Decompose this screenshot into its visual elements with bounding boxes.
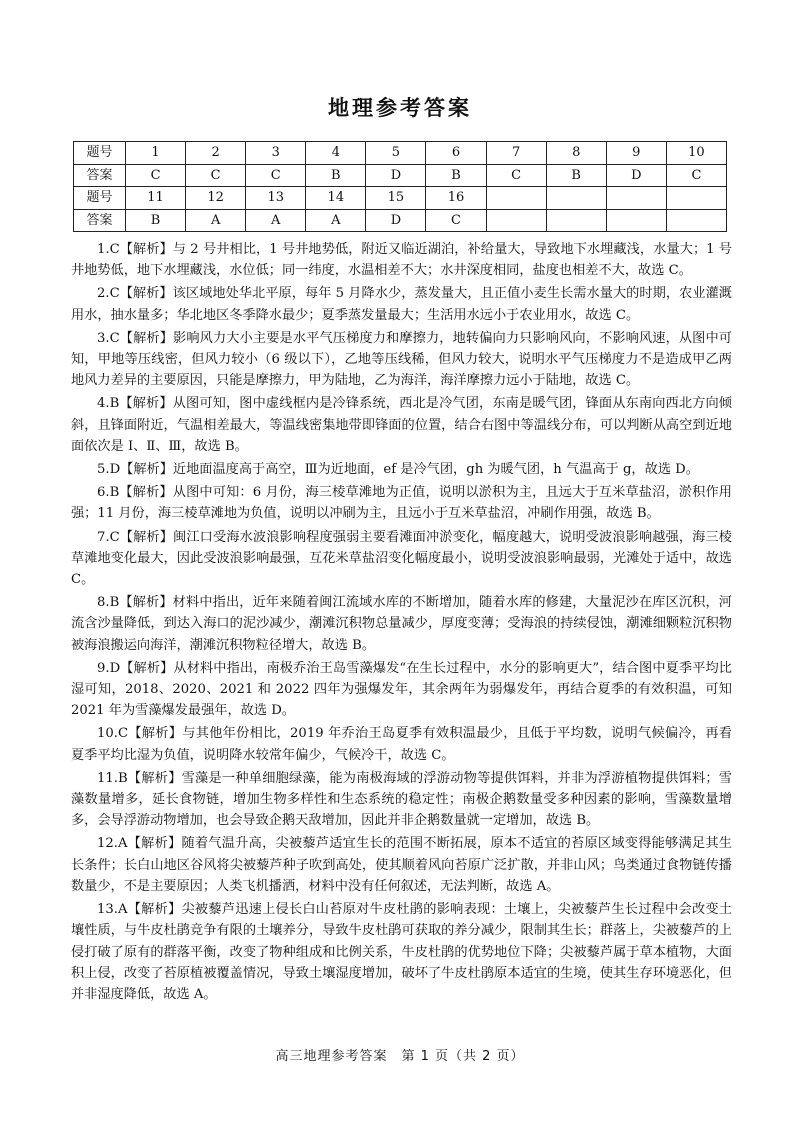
table-cell: 7 [486, 142, 546, 165]
explanation-8: 8.B【解析】材料中指出，近年来随着闽江流域水库的不断增加，随着水库的修建，大量泥沙在库区沉积，河流含沙量降低，到达入海口的泥沙减少，潮滩沉积物总量减少，厚度变薄；受海浪的持续侵蚀，潮滩细颗粒沉积物被海浪搬运向海洋，潮滩沉积物粒径增大，故选 B。 [71, 595, 732, 653]
table-cell: B [426, 164, 486, 187]
table-cell: 12 [186, 187, 246, 210]
explanation-12: 12.A【解析】随着气温升高，尖被藜芦适宜生长的范围不断拓展，原本不适宜的苔原区域变得能够满足其生长条件；长白山地区谷风将尖被藜芦种子吹到高处，使其顺着风向苔原广泛扩散，并非山风；鸟类通过食物链传播数量少，不是主要原因；人类飞机播洒，材料中没有任何叙述，无法判断，故选 A。 [71, 836, 732, 894]
explanation-1: 1.C【解析】与 2 号井相比，1 号井地势低，附近又临近湖泊，补给量大，导致地下水埋藏浅，水量大；1 号井地势低，地下水埋藏浅，水位低；同一纬度，水温相差不大；水井深度相同，盐度也相差不大，故选 C。 [71, 242, 732, 279]
table-cell: C [486, 164, 546, 187]
explanations [71, 239, 732, 1007]
table-cell [666, 209, 726, 232]
row-header: 答案 [74, 209, 126, 232]
table-cell: A [246, 209, 306, 232]
table-cell: D [366, 209, 426, 232]
table-cell: C [426, 209, 486, 232]
row-header: 题号 [74, 187, 126, 210]
explanation-7: 7.C【解析】闽江口受海水波浪影响程度强弱主要看滩面冲淤变化，幅度越大，说明受波浪影响越强，海三棱草滩地变化最大，因此受波浪影响最强，互花米草盐沼变化幅度最小，说明受波浪影响最弱，光滩处于适中，故选 C。 [71, 529, 732, 588]
table-cell: 13 [246, 187, 306, 210]
table-cell: 16 [426, 187, 486, 210]
explanation-3: 3.C【解析】影响风力大小主要是水平气压梯度力和摩擦力，地转偏向力只影响风向，不影响风速，从图中可知，甲地等压线密，但风力较小（6 级以下），乙地等压线稀，但风力较大，说明水平气压梯度力不是造成甲乙两地风力差异的主要原因，只能是摩擦力，甲为陆地，乙为海洋，海洋摩擦力远小于陆地，故选 C。 [71, 330, 732, 389]
table-cell: B [306, 164, 366, 187]
table-cell [546, 209, 606, 232]
table-cell: D [366, 164, 426, 187]
table-cell: 15 [366, 187, 426, 210]
answer-row-1 [74, 164, 727, 187]
table-cell: B [126, 209, 186, 232]
question-row-2 [74, 187, 727, 210]
page-footer: 高三地理参考答案 第 1 页（共 2 页） [275, 1049, 525, 1064]
explanation-2: 2.C【解析】该区域地处华北平原，每年 5 月降水少，蒸发量大，且正值小麦生长需水量大的时期，农业灌溉用水，抽水量多；华北地区冬季降水最少；夏季蒸发量最大；生活用水远小于农业用水，故选 C。 [71, 286, 732, 323]
table-cell: B [546, 164, 606, 187]
table-cell: C [186, 164, 246, 187]
table-cell: 6 [426, 142, 486, 165]
table-cell: C [246, 164, 306, 187]
table-cell: 14 [306, 187, 366, 210]
explanation-4: 4.B【解析】从图可知，图中虚线框内是冷锋系统，西北是冷气团，东南是暖气团，锋面从东南向西北方向倾斜，且锋面附近，气温相差最大，等温线密集地带即锋面的位置，结合右图中等温线分布，可以判断从高空到近地面依次是 Ⅰ、Ⅱ、Ⅲ，故选 B。 [71, 396, 732, 454]
table-cell: 8 [546, 142, 606, 165]
table-cell: 10 [666, 142, 726, 165]
table-cell [486, 209, 546, 232]
table-cell: A [186, 209, 246, 232]
question-row-1 [74, 142, 727, 165]
explanation-11: 11.B【解析】雪藻是一种单细胞绿藻，能为南极海域的浮游动物等提供饵料，并非为浮游植物提供饵料；雪藻数量增多，延长食物链，增加生物多样性和生态系统的稳定性；南极企鹅数量受多种因素的影响，雪藻数量增多，会导浮游动物增加，也会导致企鹅天敌增加，因此并非企鹅数量就一定增加，故选 B。 [71, 770, 732, 829]
table-cell: 4 [306, 142, 366, 165]
page-title: 地理参考答案 [328, 96, 472, 120]
table-cell: C [666, 164, 726, 187]
table-cell: C [126, 164, 186, 187]
table-cell [486, 187, 546, 210]
table-cell: A [306, 209, 366, 232]
table-cell [606, 209, 666, 232]
explanation-6: 6.B【解析】从图中可知：6 月份，海三棱草滩地为正值，说明以淤积为主，且远大于互米草盐沼，淤积作用强；11 月份，海三棱草滩地为负值，说明以冲刷为主，且远小于互米草盐沼，冲刷作用强，故选 B。 [71, 485, 732, 522]
explanation-9: 9.D【解析】从材料中指出，南极乔治王岛雪藻爆发“在生长过程中，水分的影响更大”，结合图中夏季平均比湿可知，2018、2020、2021 和 2022 四年为强爆发年，其余两年为弱爆发年，再结合夏季的有效积温，可知 2021 年为雪藻爆发最强年，故选 D。 [71, 660, 732, 719]
table-cell [606, 187, 666, 210]
table-cell [666, 187, 726, 210]
table-cell: D [606, 164, 666, 187]
table-cell: 2 [186, 142, 246, 165]
row-header: 答案 [74, 164, 126, 187]
answer-row-2 [74, 209, 727, 232]
table-cell: 1 [126, 142, 186, 165]
explanation-10: 10.C【解析】与其他年份相比，2019 年乔治王岛夏季有效积温最少，且低于平均数，说明气候偏冷，再看夏季平均比湿为负值，说明降水较常年偏少，气候冷干，故选 C。 [71, 726, 732, 763]
table-cell: 3 [246, 142, 306, 165]
explanation-5: 5.D【解析】近地面温度高于高空，Ⅲ为近地面，ef 是冷气团，gh 为暖气团，h 气温高于 g，故选 D。 [97, 462, 699, 478]
table-cell [546, 187, 606, 210]
answer-table [73, 141, 727, 232]
table-cell: 9 [606, 142, 666, 165]
row-header: 题号 [74, 142, 126, 165]
table-cell: 5 [366, 142, 426, 165]
table-cell: 11 [126, 187, 186, 210]
explanation-13: 13.A【解析】尖被藜芦迅速上侵长白山苔原对牛皮杜鹃的影响表现：土壤上，尖被藜芦生长过程中会改变土壤性质，与牛皮杜鹃竞争有限的土壤养分，导致牛皮杜鹃可获取的养分减少，限制其生长；群落上，尖被藜芦的上侵打破了原有的群落平衡，改变了物种组成和比例关系，牛皮杜鹃的优势地位下降；尖被藜芦属于草本植物，大面积上侵，改变了苔原植被覆盖情况，导致土壤湿度增加，破坏了牛皮杜鹃原本适宜的生境，使其生存环境恶化，但并非湿度降低，故选 A。 [71, 902, 732, 1002]
